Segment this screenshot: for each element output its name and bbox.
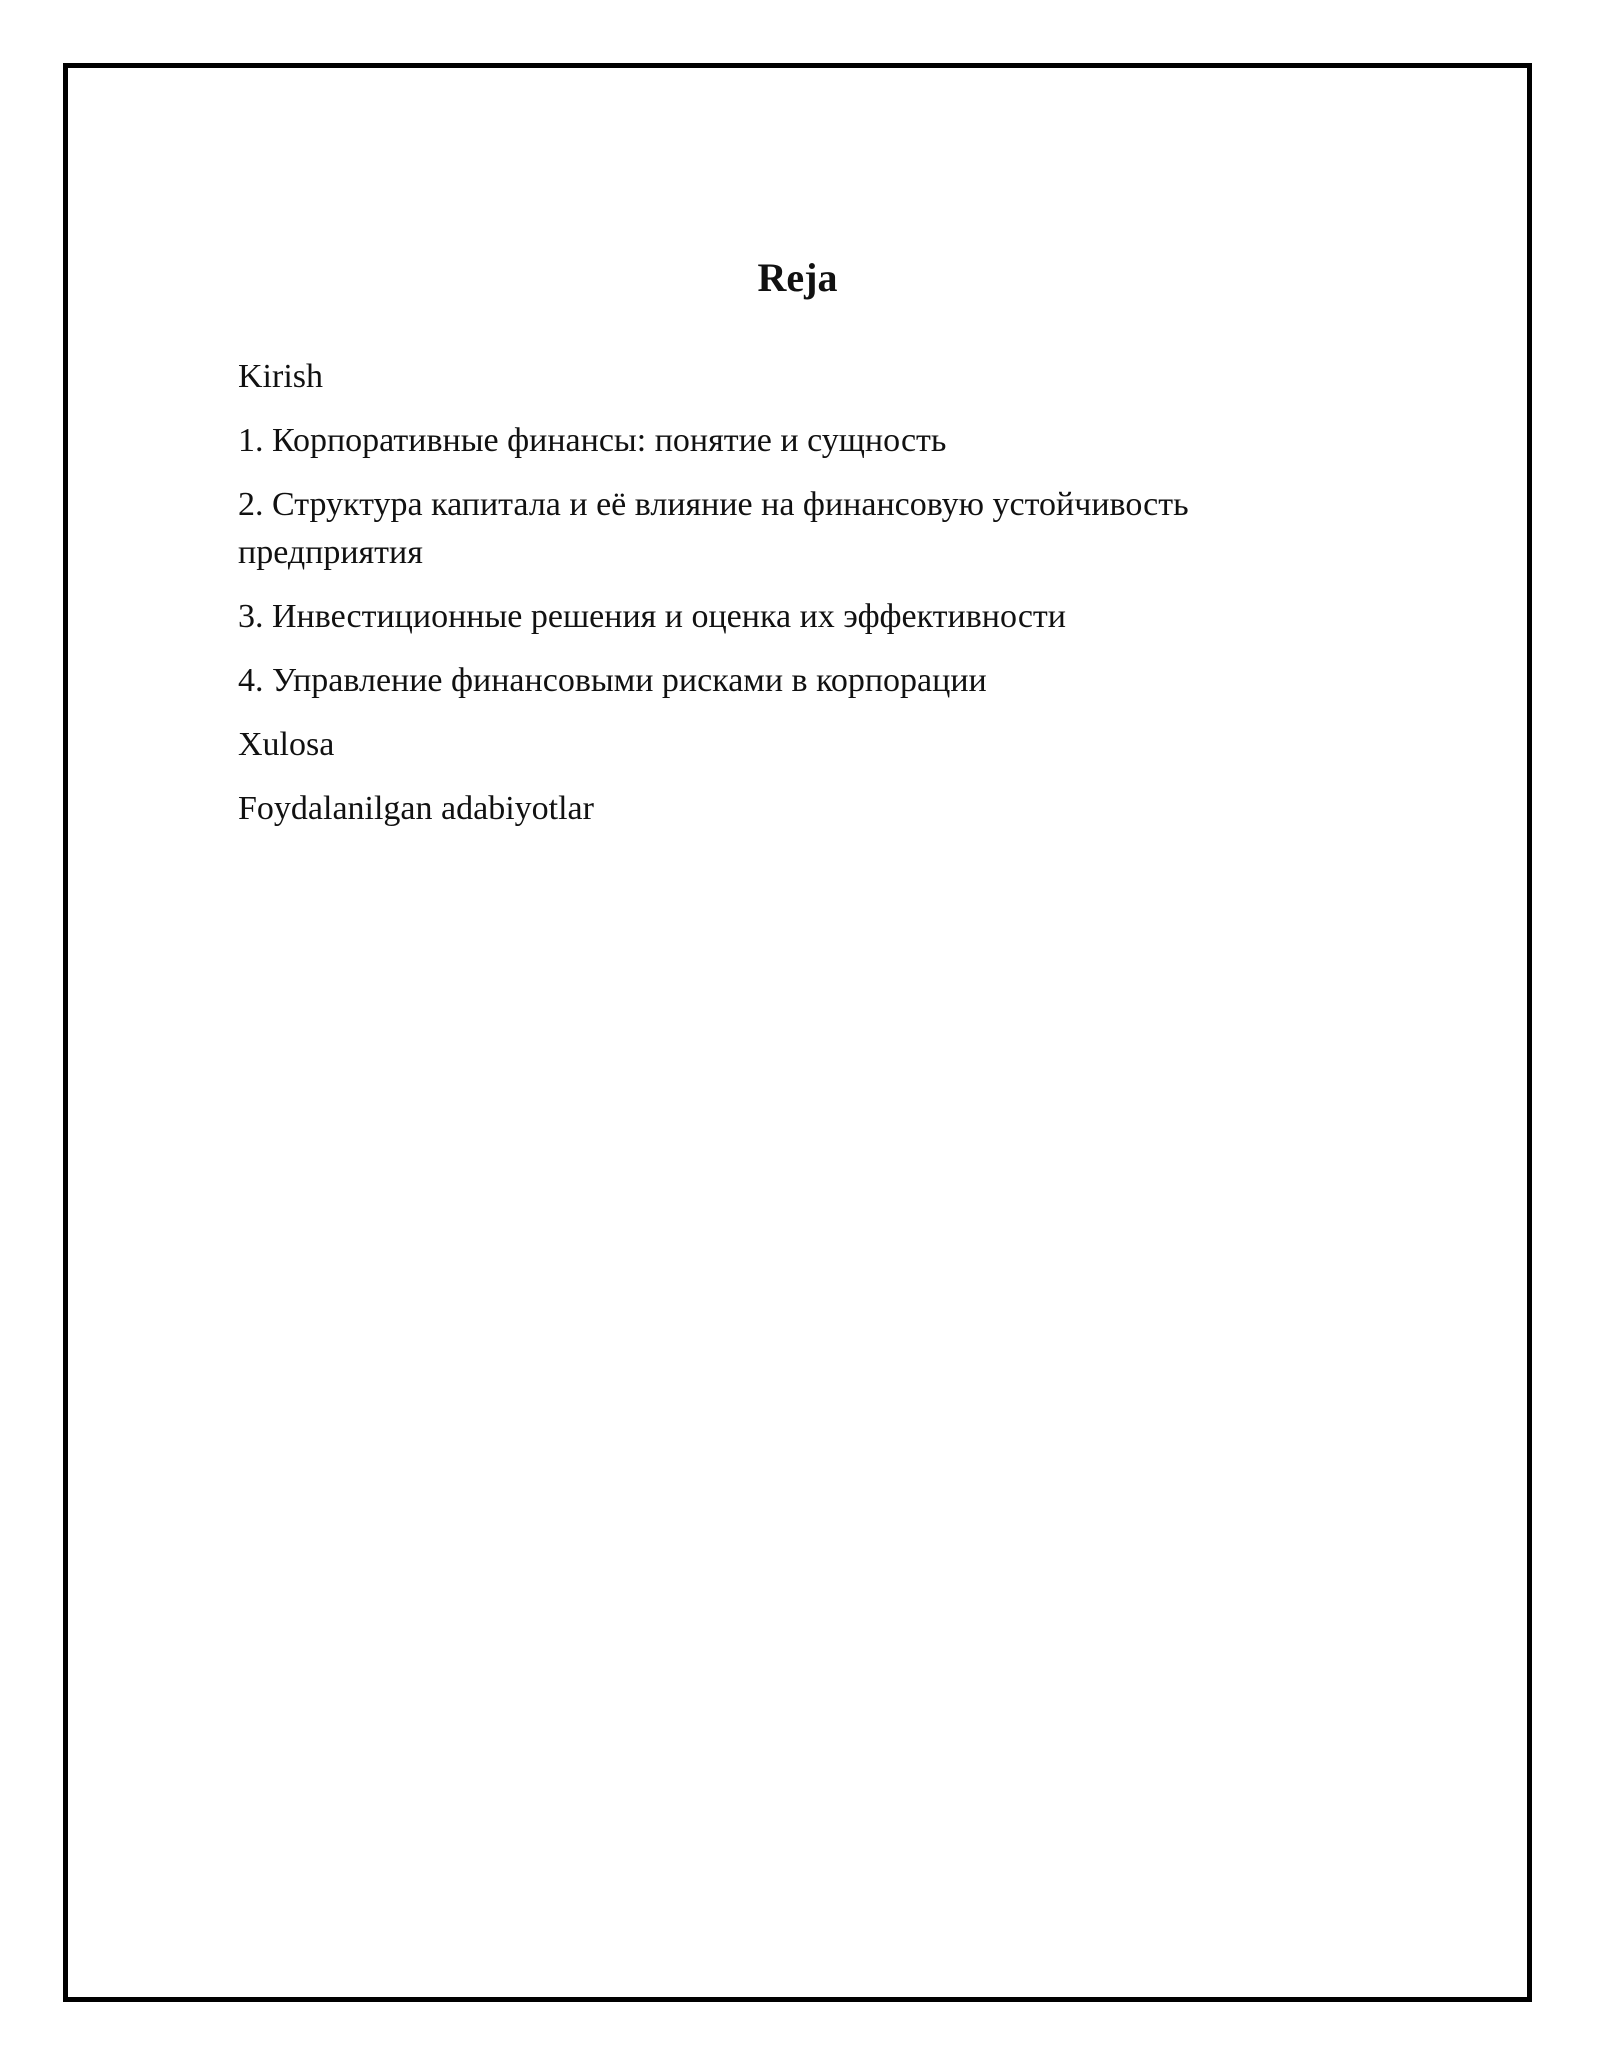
- table-of-contents: [238, 353, 1358, 849]
- toc-item-1: 1. Корпоративные финансы: понятие и сущность: [238, 422, 947, 459]
- toc-item-introduction: Kirish: [238, 358, 323, 395]
- toc-item-references: Foydalanilgan adabiyotlar: [238, 790, 594, 827]
- page-title: Reja: [757, 255, 838, 300]
- toc-item-conclusion: Xulosa: [238, 726, 335, 763]
- toc-item-3: 3. Инвестиционные решения и оценка их эффективности: [238, 598, 1066, 635]
- toc-item-2: 2. Структура капитала и её влияние на финансовую устойчивость предприятия: [238, 486, 1189, 571]
- page-frame: [63, 63, 1532, 2002]
- toc-item-4: 4. Управление финансовыми рисками в корпорации: [238, 662, 987, 699]
